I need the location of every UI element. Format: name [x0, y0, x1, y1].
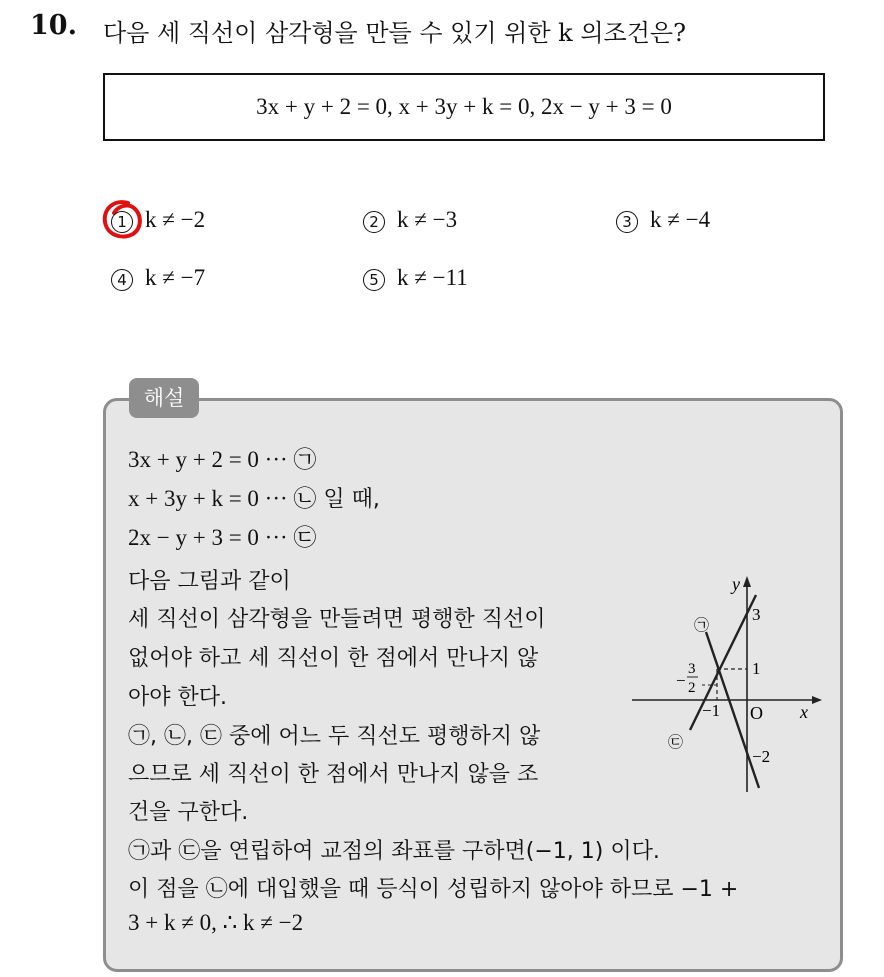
- line-a-label: ㉠: [694, 616, 710, 634]
- choice-number: 1: [111, 211, 133, 233]
- solution-line-9: 이 점을 ㉡에 대입했을 때 등식이 성립하지 않아야 하므로 −1 +: [128, 877, 739, 902]
- x-axis-label: x: [800, 702, 808, 722]
- origin-label: O: [750, 703, 763, 723]
- frac-denominator: 2: [688, 680, 696, 696]
- question-number: 10.: [30, 10, 77, 41]
- solution-eq2: x + 3y + k = 0 ··· ㉡: [128, 486, 317, 511]
- equation-box: [103, 73, 825, 141]
- lines-graph: [632, 570, 832, 795]
- tick-y-3: 3: [752, 605, 761, 624]
- choice-4[interactable]: [111, 265, 205, 291]
- choice-text: k ≠ −2: [145, 207, 206, 232]
- frac-sign: −: [676, 671, 686, 690]
- question-text: 다음 세 직선이 삼각형을 만들 수 있기 위한 k 의조건은?: [103, 19, 686, 47]
- choice-3[interactable]: [616, 207, 710, 233]
- choice-number: 5: [363, 269, 385, 291]
- choice-1[interactable]: [111, 207, 205, 233]
- choice-text: k ≠ −7: [145, 265, 206, 290]
- solution-line-2: 세 직선이 삼각형을 만들려면 평행한 직선이: [128, 607, 546, 632]
- frac-numerator: 3: [688, 661, 696, 677]
- equations-text: 3x + y + 2 = 0, x + 3y + k = 0, 2x − y + 3 = 0: [256, 94, 672, 119]
- solution-tag: 해설: [129, 378, 199, 418]
- y-axis-arrow-icon: [743, 576, 751, 587]
- solution-eq1: 3x + y + 2 = 0 ··· ㉠: [128, 447, 317, 472]
- solution-eq2-line: [128, 480, 380, 513]
- x-axis-arrow-icon: [812, 696, 822, 704]
- solution-eq3: 2x − y + 3 = 0 ··· ㉢: [128, 525, 317, 550]
- solution-line-4: 아야 한다.: [128, 685, 227, 710]
- choice-number: 2: [363, 211, 385, 233]
- solution-line-5: ㉠, ㉡, ㉢ 중에 어느 두 직선도 평행하지 않: [128, 724, 541, 749]
- choice-number: 4: [111, 269, 133, 291]
- solution-line-3: 없어야 하고 세 직선이 한 점에서 만나지 않: [128, 646, 539, 671]
- choice-text: k ≠ −11: [397, 265, 468, 290]
- solution-line-1: 다음 그림과 같이: [128, 569, 291, 594]
- choice-5[interactable]: [363, 265, 468, 291]
- tick-x-neg1: −1: [702, 701, 721, 720]
- solution-eq2-suffix: 일 때,: [316, 487, 380, 512]
- choice-text: k ≠ −4: [650, 207, 711, 232]
- line-c-label: ㉢: [668, 733, 684, 751]
- solution-line-10: 3 + k ≠ 0, ∴ k ≠ −2: [128, 910, 304, 935]
- choice-number: 3: [616, 211, 638, 233]
- solution-line-8: ㉠과 ㉢을 연립하여 교점의 좌표를 구하면(−1, 1) 이다.: [128, 839, 660, 864]
- choice-2[interactable]: [363, 207, 457, 233]
- choice-text: k ≠ −3: [397, 207, 458, 232]
- tick-y-neg2: −2: [752, 747, 771, 766]
- solution-line-7: 건을 구한다.: [128, 800, 249, 825]
- y-axis-label: y: [732, 574, 740, 594]
- tick-y-1: 1: [752, 659, 761, 678]
- solution-line-6: 으므로 세 직선이 한 점에서 만나지 않을 조: [128, 762, 539, 787]
